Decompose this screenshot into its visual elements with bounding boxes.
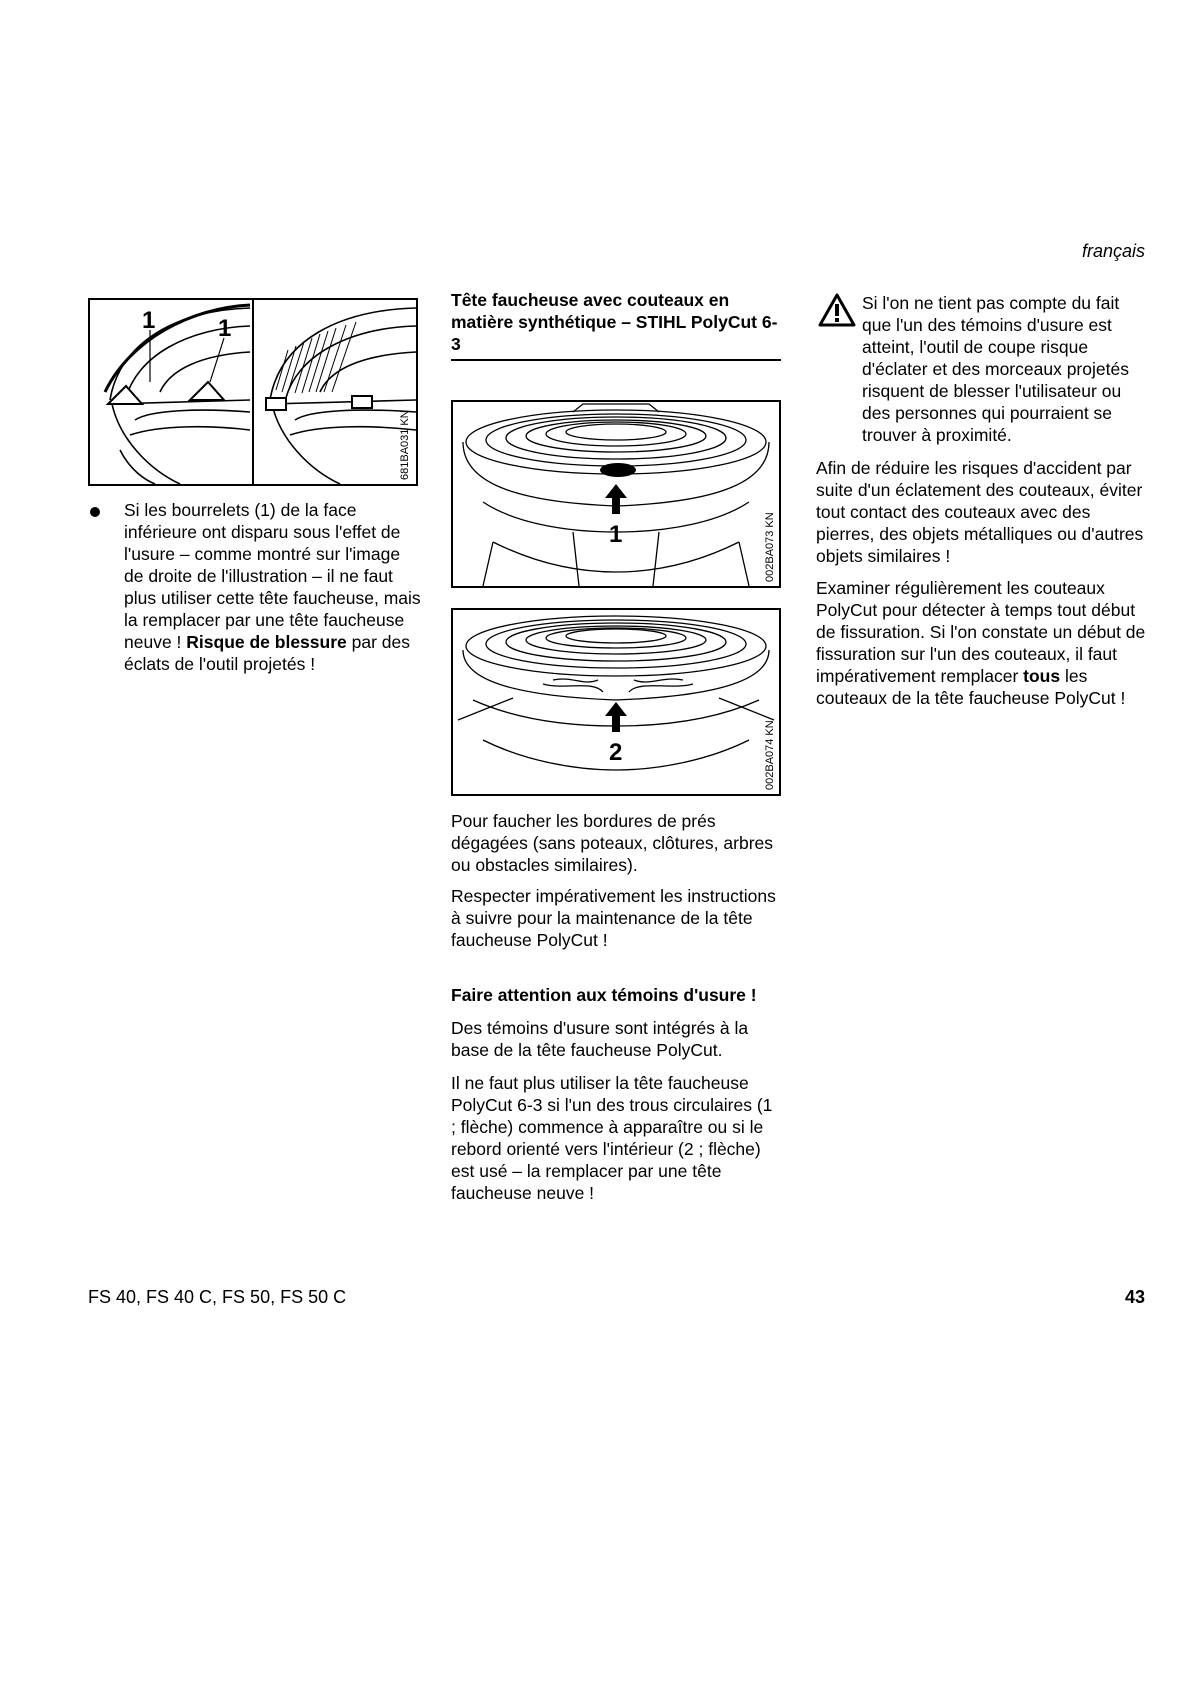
heading-rule bbox=[451, 359, 781, 361]
figure-code-bottom: 002BA074 KN bbox=[764, 720, 776, 790]
replacement-paragraph: Il ne faut plus utiliser la tête faucheuse PolyCut 6-3 si l'un des trous circulaires (1 ; flèche) commence à apparaître ou si le rebord orienté vers l'intérieur (2 ; flèche) est usé – la remplacer par une tête faucheuse neuve ! bbox=[451, 1073, 773, 1203]
usage-paragraph: Pour faucher les bordures de prés dégagées (sans poteaux, clôtures, arbres ou obstacles similaires). bbox=[451, 811, 773, 875]
figure-code: 681BA031 KN bbox=[399, 410, 411, 480]
all-knives-emphasis: tous bbox=[1023, 666, 1061, 686]
inspection-paragraph: Examiner régulièrement les couteaux PolyCut pour détecter à temps tout début de fissuration. Si l'on constate un début de fissuration sur l'un des couteaux, il faut impérativement remplacer tous les couteaux de la tête faucheuse PolyCut ! bbox=[816, 578, 1146, 708]
wear-indicator-rim-illustration bbox=[451, 608, 781, 796]
warning-icon bbox=[818, 293, 856, 327]
page-number: 43 bbox=[1124, 1287, 1145, 1307]
bead-wear-instruction: Si les bourrelets (1) de la face inférieure ont disparu sous l'effet de l'usure – comme montré sur l'image de droite de l'illustration – il ne faut plus utiliser cette tête faucheuse, mais la remplacer par une tête faucheuse neuve ! Risque de blessure par des éclats de l'outil projetés ! bbox=[124, 500, 421, 674]
callout-2: 2 bbox=[609, 739, 623, 766]
callout-1-right: 1 bbox=[218, 315, 232, 342]
wear-indicator-heading: Faire attention aux témoins d'usure ! bbox=[451, 985, 757, 1005]
maintenance-paragraph: Respecter impérativement les instructions à suivre pour la maintenance de la tête faucheuse PolyCut ! bbox=[451, 886, 776, 950]
footer-models: FS 40, FS 40 C, FS 50, FS 50 C bbox=[88, 1287, 347, 1307]
language-label: français bbox=[1081, 241, 1145, 261]
bullet-marker bbox=[90, 507, 100, 517]
callout-1-left: 1 bbox=[142, 307, 156, 334]
accident-prevention-paragraph: Afin de réduire les risques d'accident par suite d'un éclatement des couteaux, éviter tout contact des couteaux avec des pierres, des objets métalliques ou d'autres objets similaires ! bbox=[816, 458, 1144, 566]
callout-1: 1 bbox=[609, 521, 623, 548]
wear-indicator-hole-illustration bbox=[451, 400, 781, 588]
wear-indicator-paragraph: Des témoins d'usure sont intégrés à la base de la tête faucheuse PolyCut. bbox=[451, 1018, 749, 1060]
warning-paragraph: Si l'on ne tient pas compte du fait que l'un des témoins d'usure est atteint, l'outil de coupe risque d'éclater et des morceaux projetés risquent de blesser l'utilisateur ou des personnes qui pourraient se trouver à proximité. bbox=[862, 293, 1129, 445]
section-heading: Tête faucheuse avec couteaux en matière synthétique – STIHL PolyCut 6-3 bbox=[451, 290, 778, 354]
injury-risk-emphasis: Risque de blessure bbox=[186, 632, 347, 652]
figure-code-top: 002BA073 KN bbox=[764, 512, 776, 582]
bead-wear-illustration bbox=[88, 298, 418, 486]
